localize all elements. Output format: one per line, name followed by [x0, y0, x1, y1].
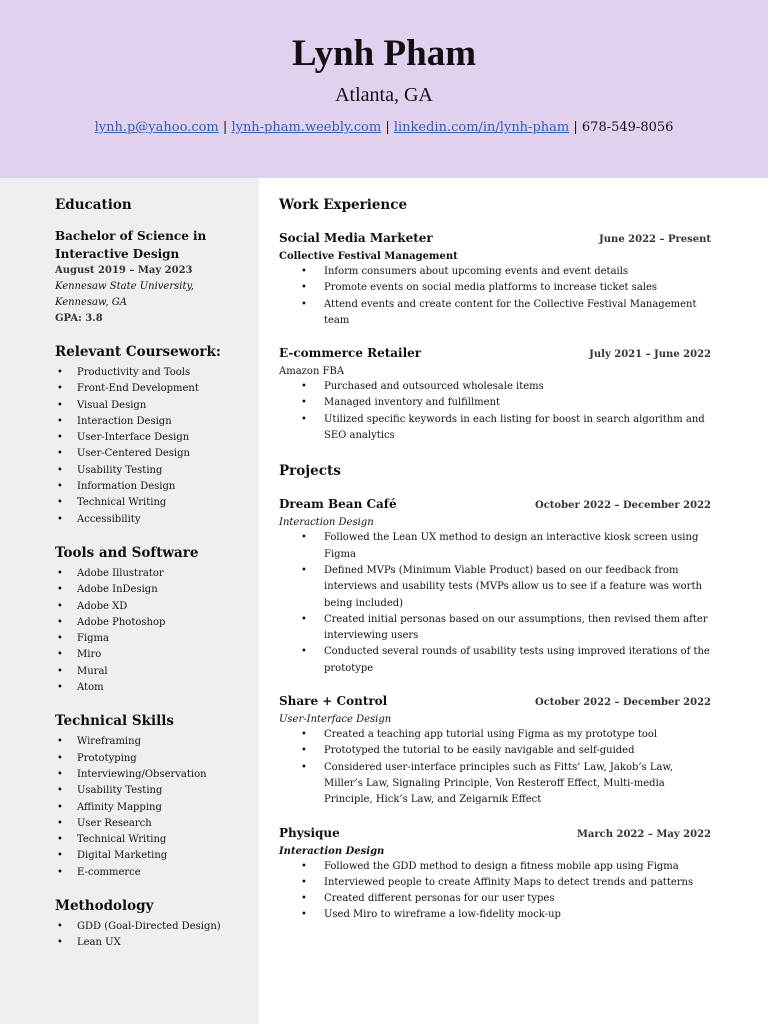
list-item: • Adobe Photoshop — [55, 615, 251, 631]
list-item: • Created initial personas based on our assumptions, then revised them after interviewing users — [279, 612, 711, 645]
separator: | — [222, 120, 228, 135]
list-item: • Information Design — [55, 479, 251, 495]
list-item: • Inform consumers about upcoming events and event details — [279, 264, 711, 280]
job-dates: July 2021 – June 2022 — [589, 349, 711, 361]
list-item: • Conducted several rounds of usability tests using improved iterations of the prototype — [279, 644, 711, 677]
header-banner — [0, 0, 768, 178]
projects-heading: Projects — [279, 463, 341, 480]
list-item: • Prototyped the tutorial to be easily navigable and self-guided — [279, 743, 711, 759]
list-item: • Usability Testing — [55, 783, 251, 799]
project-title: Dream Bean Café — [279, 497, 397, 512]
list-item: • Followed the Lean UX method to design an interactive kiosk screen using Figma — [279, 530, 711, 563]
coursework-heading: Relevant Coursework: — [55, 344, 221, 360]
list-item: • Lean UX — [55, 935, 251, 951]
list-item: • User Research — [55, 816, 251, 832]
list-item: • Interviewing/Observation — [55, 767, 251, 783]
separator: | — [573, 120, 578, 135]
list-item: • Defined MVPs (Minimum Viable Product) based on our feedback from interviews and usability tests (MVPs allow us to see if a feature was worth being included) — [279, 563, 711, 612]
job-entry — [279, 344, 711, 444]
project-role: Interaction Design — [279, 845, 385, 857]
project-role: Interaction Design — [279, 517, 374, 529]
list-item: • Atom — [55, 680, 251, 696]
job-organization: Collective Festival Management — [279, 251, 458, 262]
list-item: • Wireframing — [55, 734, 251, 750]
project-dates: October 2022 – December 2022 — [535, 500, 711, 512]
job-title: E-commerce Retailer — [279, 346, 422, 361]
list-item: • E-commerce — [55, 865, 251, 881]
school-name: Kennesaw State University, — [55, 281, 194, 292]
project-entry — [279, 824, 711, 924]
list-item: • Usability Testing — [55, 463, 251, 479]
list-item: • Utilized specific keywords in each listing for boost in search algorithm and SEO analytics — [279, 412, 711, 445]
technical-skills-list — [55, 734, 251, 881]
list-item: • Technical Writing — [55, 832, 251, 848]
project-dates: October 2022 – December 2022 — [535, 697, 711, 709]
separator: | — [385, 120, 390, 135]
linkedin-link[interactable]: linkedin.com/in/lynh-pham — [393, 120, 570, 135]
list-item: • Managed inventory and fulfillment — [279, 395, 711, 411]
job-title: Social Media Marketer — [279, 231, 433, 245]
list-item: • Created different personas for our user types — [279, 891, 711, 907]
list-item: • Purchased and outsourced wholesale items — [279, 379, 711, 395]
list-item: • GDD (Goal-Directed Design) — [55, 919, 251, 935]
list-item: • Promote events on social media platforms to increase ticket sales — [279, 280, 711, 296]
project-title: Share + Control — [279, 694, 388, 709]
technical-skills-heading: Technical Skills — [55, 713, 174, 730]
list-item: • Miro — [55, 647, 251, 663]
list-item: • Attend events and create content for the Collective Festival Management team — [279, 297, 711, 330]
list-item: • Interviewed people to create Affinity Maps to detect trends and patterns — [279, 875, 711, 891]
tools-list — [55, 566, 251, 696]
list-item: • User-Interface Design — [55, 430, 251, 446]
methodology-heading: Methodology — [55, 898, 154, 915]
list-item: • Digital Marketing — [55, 848, 251, 864]
list-item: • Adobe Illustrator — [55, 566, 251, 582]
website-link[interactable]: lynh-pham.weebly.com — [231, 120, 382, 135]
list-item: • Affinity Mapping — [55, 800, 251, 816]
school-city: Kennesaw, GA — [55, 297, 127, 308]
project-role: User-Interface Design — [279, 714, 392, 726]
project-title: Physique — [279, 825, 340, 840]
list-item: • Figma — [55, 631, 251, 647]
list-item: • Used Miro to wireframe a low-fidelity mock-up — [279, 907, 711, 923]
main-content — [279, 196, 711, 924]
candidate-location: Atlanta, GA — [335, 84, 433, 106]
list-item: • Created a teaching app tutorial using Figma as my prototype tool — [279, 727, 711, 743]
work-experience-heading: Work Experience — [279, 197, 408, 213]
sidebar-content — [55, 196, 251, 952]
job-dates: June 2022 – Present — [599, 234, 711, 245]
list-item: • Interaction Design — [55, 414, 251, 430]
list-item: • Adobe XD — [55, 599, 251, 615]
list-item: • Prototyping — [55, 751, 251, 767]
list-item: • Considered user-interface principles such as Fitts’ Law, Jakob’s Law, Miller’s Law, Signaling Principle, Von Resteroff Effect, Multi-media Principle, Hick’s Law, and Zeigarnik Effect — [279, 760, 711, 809]
job-entry — [279, 229, 711, 329]
degree-line-2: Interactive Design — [55, 247, 180, 261]
education-dates: August 2019 – May 2023 — [55, 265, 193, 276]
list-item: • Technical Writing — [55, 495, 251, 511]
list-item: • Productivity and Tools — [55, 365, 251, 381]
project-dates: March 2022 – May 2022 — [576, 828, 711, 840]
list-item: • Mural — [55, 664, 251, 680]
gpa: GPA: 3.8 — [55, 313, 103, 324]
coursework-list — [55, 365, 251, 528]
phone-number: 678-549-8056 — [581, 120, 674, 135]
tools-heading: Tools and Software — [55, 544, 199, 561]
candidate-name: Lynh Pham — [291, 33, 477, 74]
job-organization: Amazon FBA — [279, 366, 345, 378]
list-item: • Adobe InDesign — [55, 582, 251, 598]
project-entry — [279, 495, 711, 677]
education-heading: Education — [55, 197, 132, 213]
contact-line — [0, 119, 768, 137]
list-item: • Visual Design — [55, 398, 251, 414]
list-item: • User-Centered Design — [55, 446, 251, 462]
list-item: • Front-End Development — [55, 381, 251, 397]
list-item: • Accessibility — [55, 512, 251, 528]
degree-line-1: Bachelor of Science in — [55, 229, 207, 243]
list-item: • Followed the GDD method to design a fitness mobile app using Figma — [279, 859, 711, 875]
email-link[interactable]: lynh.p@yahoo.com — [94, 120, 219, 135]
project-entry — [279, 692, 711, 808]
methodology-list — [55, 919, 251, 952]
